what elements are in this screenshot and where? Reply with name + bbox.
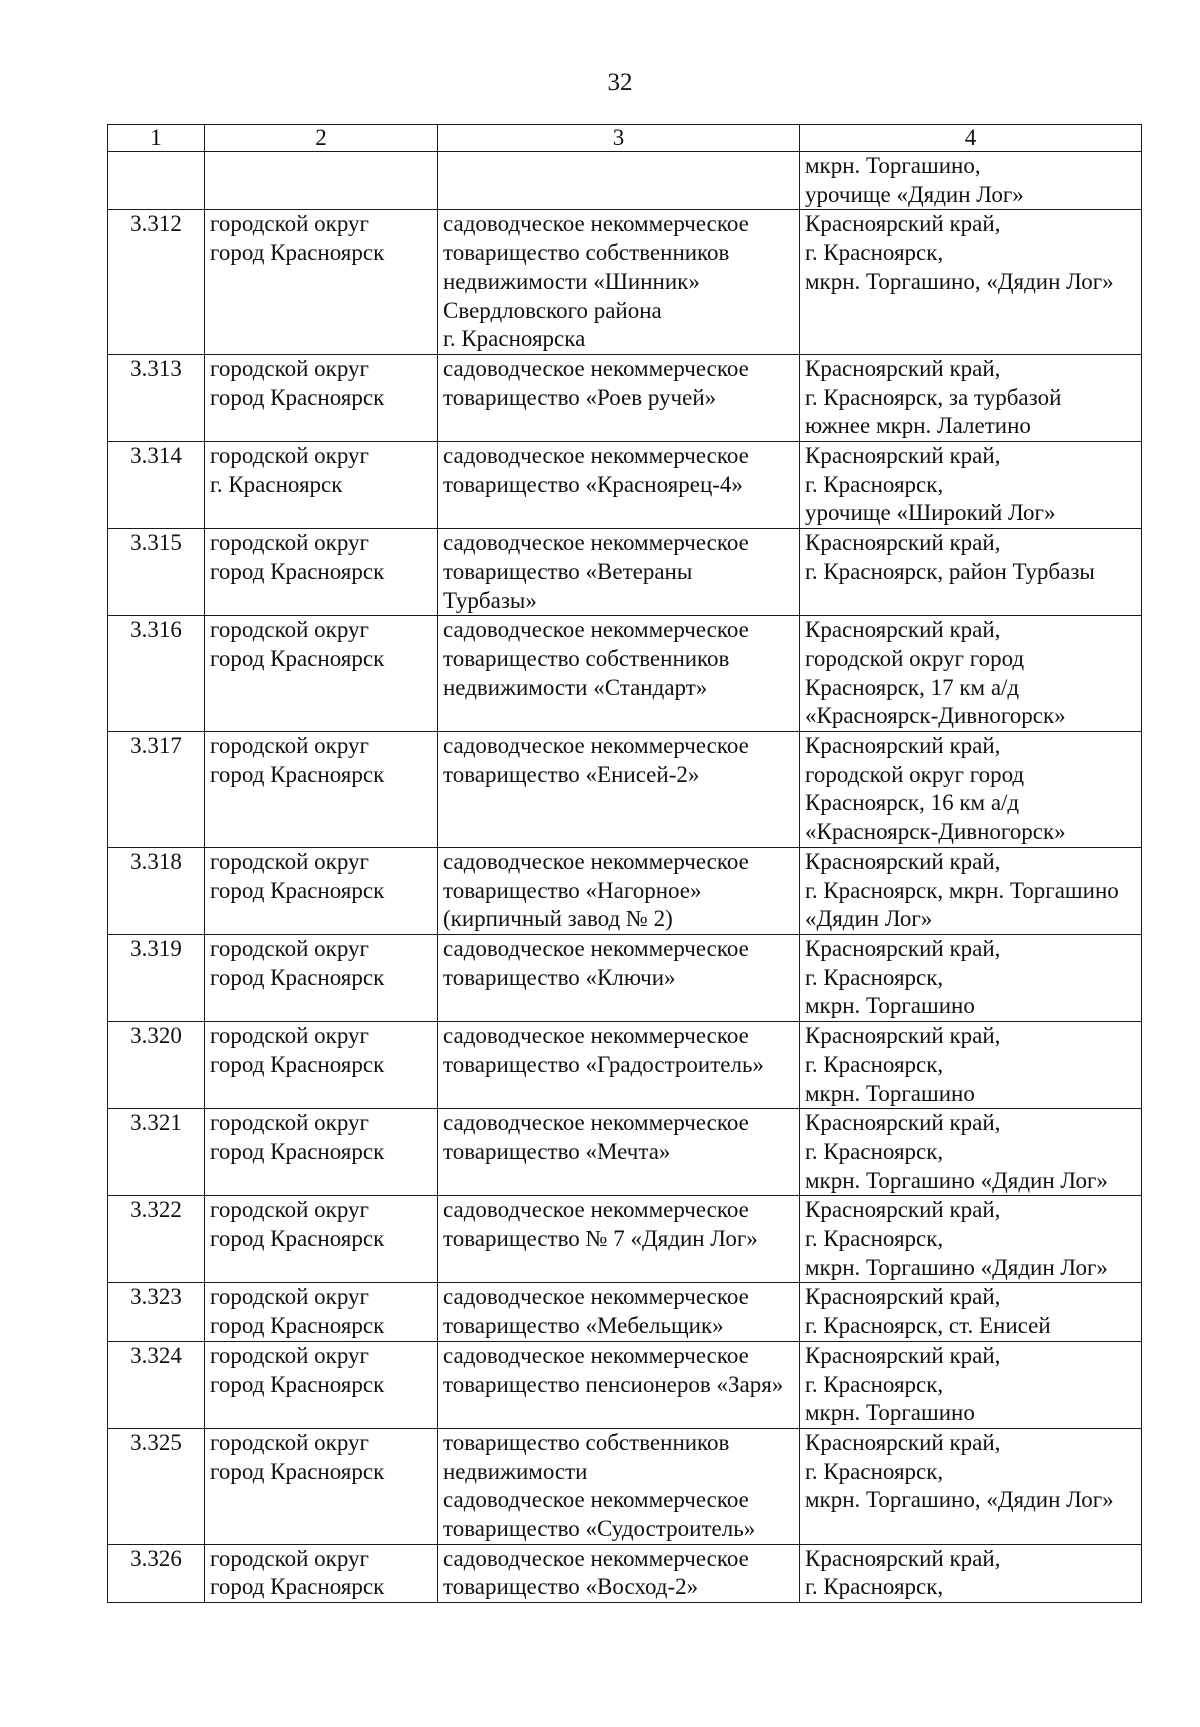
cell-line: товарищество «Енисей-2» (443, 761, 700, 787)
address-cell (800, 210, 1142, 355)
table-row (108, 732, 1142, 848)
row-number: 3.321 (108, 1109, 205, 1196)
district-cell (205, 210, 438, 355)
address-cell (800, 616, 1142, 732)
cell-line: Красноярский край, (805, 1110, 1001, 1136)
cell-line: городской округ (210, 530, 369, 556)
cell-line: недвижимости «Шинник» (443, 268, 700, 294)
cell-line: городской округ (210, 935, 369, 961)
cell-line: г. Красноярск, (805, 471, 944, 497)
row-number: 3.317 (108, 732, 205, 848)
organization-cell (438, 529, 800, 616)
cell-line: Красноярский край, (805, 1197, 1001, 1223)
address-cell (800, 1022, 1142, 1109)
table-row (108, 1544, 1142, 1602)
cell-line: г. Красноярск, район Турбазы (805, 558, 1095, 584)
cell-line: Турбазы» (443, 587, 537, 613)
cell-line: садоводческое некоммерческое (443, 733, 749, 759)
cell-line: южнее мкрн. Лалетино (805, 413, 1031, 439)
cell-line: Свердловского района (443, 297, 662, 323)
cell-line: г. Красноярск, (805, 1371, 944, 1397)
table-row (108, 934, 1142, 1021)
row-number: 3.315 (108, 529, 205, 616)
cell-line: садоводческое некоммерческое (443, 617, 749, 643)
cell-line: Красноярский край, (805, 1429, 1001, 1455)
cell-line: «Дядин Лог» (805, 906, 933, 932)
district-cell (205, 1341, 438, 1428)
table-header (108, 125, 1142, 152)
cell-line: мкрн. Торгашино (805, 1080, 975, 1106)
cell-line: городской округ (210, 1342, 369, 1368)
cell-line: Красноярский край, (805, 1545, 1001, 1571)
cell-line: садоводческое некоммерческое (443, 1545, 749, 1571)
district-cell (205, 1283, 438, 1341)
cell-line: г. Красноярск (210, 471, 343, 497)
table-row (108, 442, 1142, 529)
cell-line: «Красноярск-Дивногорск» (805, 703, 1066, 729)
row-number: 3.326 (108, 1544, 205, 1602)
address-cell (800, 1341, 1142, 1428)
table-row (108, 616, 1142, 732)
cell-line: город Красноярск (210, 1458, 385, 1484)
cell-line: город Красноярск (210, 240, 385, 266)
district-cell (205, 152, 438, 210)
cell-line: Красноярск, 17 км а/д (805, 674, 1020, 700)
cell-line: Красноярск, 16 км а/д (805, 790, 1020, 816)
cell-line: г. Красноярск, (805, 1138, 944, 1164)
cell-line: город Красноярск (210, 1226, 385, 1252)
cell-line: товарищество № 7 «Дядин Лог» (443, 1226, 758, 1252)
cell-line: городской округ (210, 848, 369, 874)
address-cell (800, 1109, 1142, 1196)
row-number: 3.314 (108, 442, 205, 529)
cell-line: садоводческое некоммерческое (443, 530, 749, 556)
cell-line: г. Красноярск, (805, 240, 944, 266)
cell-line: товарищество «Градостроитель» (443, 1051, 764, 1077)
cell-line: мкрн. Торгашино (805, 1400, 975, 1426)
registry-table (107, 124, 1142, 1603)
cell-line: товарищество пенсионеров «Заря» (443, 1371, 784, 1397)
cell-line: товарищество «Мечта» (443, 1138, 671, 1164)
cell-line: мкрн. Торгашино, «Дядин Лог» (805, 1487, 1114, 1513)
address-cell (800, 732, 1142, 848)
cell-line: г. Красноярск, мкрн. Торгашино (805, 877, 1119, 903)
cell-line: город Красноярск (210, 1313, 385, 1339)
organization-cell (438, 1544, 800, 1602)
organization-cell (438, 1196, 800, 1283)
cell-line: мкрн. Торгашино «Дядин Лог» (805, 1167, 1108, 1193)
district-cell (205, 934, 438, 1021)
cell-line: город Красноярск (210, 384, 385, 410)
district-cell (205, 616, 438, 732)
cell-line: садоводческое некоммерческое (443, 1284, 749, 1310)
cell-line: недвижимости (443, 1458, 588, 1484)
cell-line: Красноярский край, (805, 1342, 1001, 1368)
cell-line: городской округ (210, 733, 369, 759)
organization-cell (438, 442, 800, 529)
row-number: 3.318 (108, 847, 205, 934)
district-cell (205, 1109, 438, 1196)
cell-line: товарищество «Мебельщик» (443, 1313, 724, 1339)
header-col-3: 3 (438, 125, 800, 152)
table-row (108, 1341, 1142, 1428)
organization-cell (438, 1341, 800, 1428)
cell-line: городской округ (210, 1110, 369, 1136)
table-row (108, 847, 1142, 934)
organization-cell (438, 354, 800, 441)
row-number: 3.312 (108, 210, 205, 355)
cell-line: товарищество собственников (443, 1429, 730, 1455)
row-number: 3.324 (108, 1341, 205, 1428)
row-number (108, 152, 205, 210)
district-cell (205, 732, 438, 848)
cell-line: город Красноярск (210, 1371, 385, 1397)
address-cell (800, 1283, 1142, 1341)
cell-line: г. Красноярск, (805, 1574, 944, 1600)
district-cell (205, 1196, 438, 1283)
cell-line: недвижимости «Стандарт» (443, 674, 708, 700)
header-col-1: 1 (108, 125, 205, 152)
organization-cell (438, 210, 800, 355)
cell-line: городской округ (210, 1429, 369, 1455)
cell-line: городской округ (210, 211, 369, 237)
cell-line: городской округ (210, 617, 369, 643)
organization-cell (438, 1109, 800, 1196)
cell-line: товарищество «Нагорное» (443, 877, 702, 903)
cell-line: Красноярский край, (805, 1023, 1001, 1049)
cell-line: город Красноярск (210, 1051, 385, 1077)
cell-line: Красноярский край, (805, 355, 1001, 381)
table-row (108, 1283, 1142, 1341)
cell-line: город Красноярск (210, 761, 385, 787)
cell-line: садоводческое некоммерческое (443, 1197, 749, 1223)
address-cell (800, 529, 1142, 616)
cell-line: Красноярский край, (805, 617, 1001, 643)
cell-line: «Красноярск-Дивногорск» (805, 819, 1066, 845)
district-cell (205, 1022, 438, 1109)
cell-line: мкрн. Торгашино, «Дядин Лог» (805, 268, 1114, 294)
cell-line: товарищество «Судостроитель» (443, 1516, 756, 1542)
header-col-2: 2 (205, 125, 438, 152)
address-cell (800, 1428, 1142, 1544)
cell-line: г. Красноярск, (805, 1226, 944, 1252)
row-number: 3.319 (108, 934, 205, 1021)
cell-line: товарищество «Восход-2» (443, 1574, 699, 1600)
cell-line: Красноярский край, (805, 733, 1001, 759)
cell-line: городской округ (210, 1197, 369, 1223)
cell-line: город Красноярск (210, 558, 385, 584)
organization-cell (438, 616, 800, 732)
cell-line: садоводческое некоммерческое (443, 443, 749, 469)
cell-line: городской округ (210, 1284, 369, 1310)
organization-cell (438, 1283, 800, 1341)
cell-line: садоводческое некоммерческое (443, 1342, 749, 1368)
row-number: 3.322 (108, 1196, 205, 1283)
cell-line: город Красноярск (210, 877, 385, 903)
table-body (108, 152, 1142, 1603)
cell-line: г. Красноярска (443, 326, 586, 352)
cell-line: город Красноярск (210, 1138, 385, 1164)
cell-line: садоводческое некоммерческое (443, 355, 749, 381)
cell-line: товарищество «Роев ручей» (443, 384, 717, 410)
cell-line: городской округ (210, 1545, 369, 1571)
cell-line: Красноярский край, (805, 211, 1001, 237)
address-cell (800, 847, 1142, 934)
cell-line: городской округ (210, 443, 369, 469)
cell-line: садоводческое некоммерческое (443, 1023, 749, 1049)
cell-line: мкрн. Торгашино (805, 993, 975, 1019)
cell-line: урочище «Дядин Лог» (805, 181, 1024, 207)
header-row (108, 125, 1142, 152)
row-number: 3.320 (108, 1022, 205, 1109)
cell-line: городской округ город (805, 761, 1025, 787)
district-cell (205, 442, 438, 529)
table-row (108, 529, 1142, 616)
cell-line: Красноярский край, (805, 443, 1001, 469)
address-cell (800, 354, 1142, 441)
organization-cell (438, 152, 800, 210)
cell-line: город Красноярск (210, 1574, 385, 1600)
district-cell (205, 847, 438, 934)
cell-line: садоводческое некоммерческое (443, 1110, 749, 1136)
cell-line: товарищество собственников (443, 240, 730, 266)
cell-line: садоводческое некоммерческое (443, 848, 749, 874)
cell-line: мкрн. Торгашино, (805, 153, 981, 178)
cell-line: Красноярский край, (805, 530, 1001, 556)
organization-cell (438, 732, 800, 848)
cell-line: г. Красноярск, (805, 1051, 944, 1077)
table-row (108, 1428, 1142, 1544)
organization-cell (438, 1022, 800, 1109)
address-cell (800, 1196, 1142, 1283)
cell-line: г. Красноярск, ст. Енисей (805, 1313, 1051, 1339)
cell-line: садоводческое некоммерческое (443, 935, 749, 961)
cell-line: г. Красноярск, за турбазой (805, 384, 1062, 410)
cell-line: (кирпичный завод № 2) (443, 906, 673, 932)
organization-cell (438, 934, 800, 1021)
address-cell (800, 442, 1142, 529)
row-number: 3.316 (108, 616, 205, 732)
cell-line: г. Красноярск, (805, 964, 944, 990)
cell-line: товарищество собственников (443, 645, 730, 671)
district-cell (205, 1544, 438, 1602)
table-row (108, 1109, 1142, 1196)
row-number: 3.313 (108, 354, 205, 441)
cell-line: Красноярский край, (805, 848, 1001, 874)
cell-line: товарищество «Ключи» (443, 964, 676, 990)
address-cell (800, 934, 1142, 1021)
cell-line: Красноярский край, (805, 1284, 1001, 1310)
cell-line: городской округ (210, 355, 369, 381)
header-col-4: 4 (800, 125, 1142, 152)
cell-line: мкрн. Торгашино «Дядин Лог» (805, 1254, 1108, 1280)
table-row (108, 210, 1142, 355)
cell-line: городской округ (210, 1023, 369, 1049)
table-row (108, 1196, 1142, 1283)
cell-line: урочище «Широкий Лог» (805, 500, 1056, 526)
cell-line: город Красноярск (210, 645, 385, 671)
organization-cell (438, 847, 800, 934)
district-cell (205, 529, 438, 616)
cell-line: г. Красноярск, (805, 1458, 944, 1484)
address-cell (800, 1544, 1142, 1602)
cell-line: садоводческое некоммерческое (443, 1487, 749, 1513)
page-number: 32 (607, 69, 633, 96)
cell-line: город Красноярск (210, 964, 385, 990)
cell-line: товарищество «Ветераны (443, 558, 693, 584)
row-number: 3.325 (108, 1428, 205, 1544)
cell-line: Красноярский край, (805, 935, 1001, 961)
address-cell (800, 152, 1142, 210)
cell-line: товарищество «Красноярец-4» (443, 471, 743, 497)
district-cell (205, 1428, 438, 1544)
row-number: 3.323 (108, 1283, 205, 1341)
cell-line: городской округ город (805, 645, 1025, 671)
district-cell (205, 354, 438, 441)
table-row (108, 152, 1142, 210)
table-row (108, 1022, 1142, 1109)
cell-line: садоводческое некоммерческое (443, 211, 749, 237)
table-row (108, 354, 1142, 441)
organization-cell (438, 1428, 800, 1544)
